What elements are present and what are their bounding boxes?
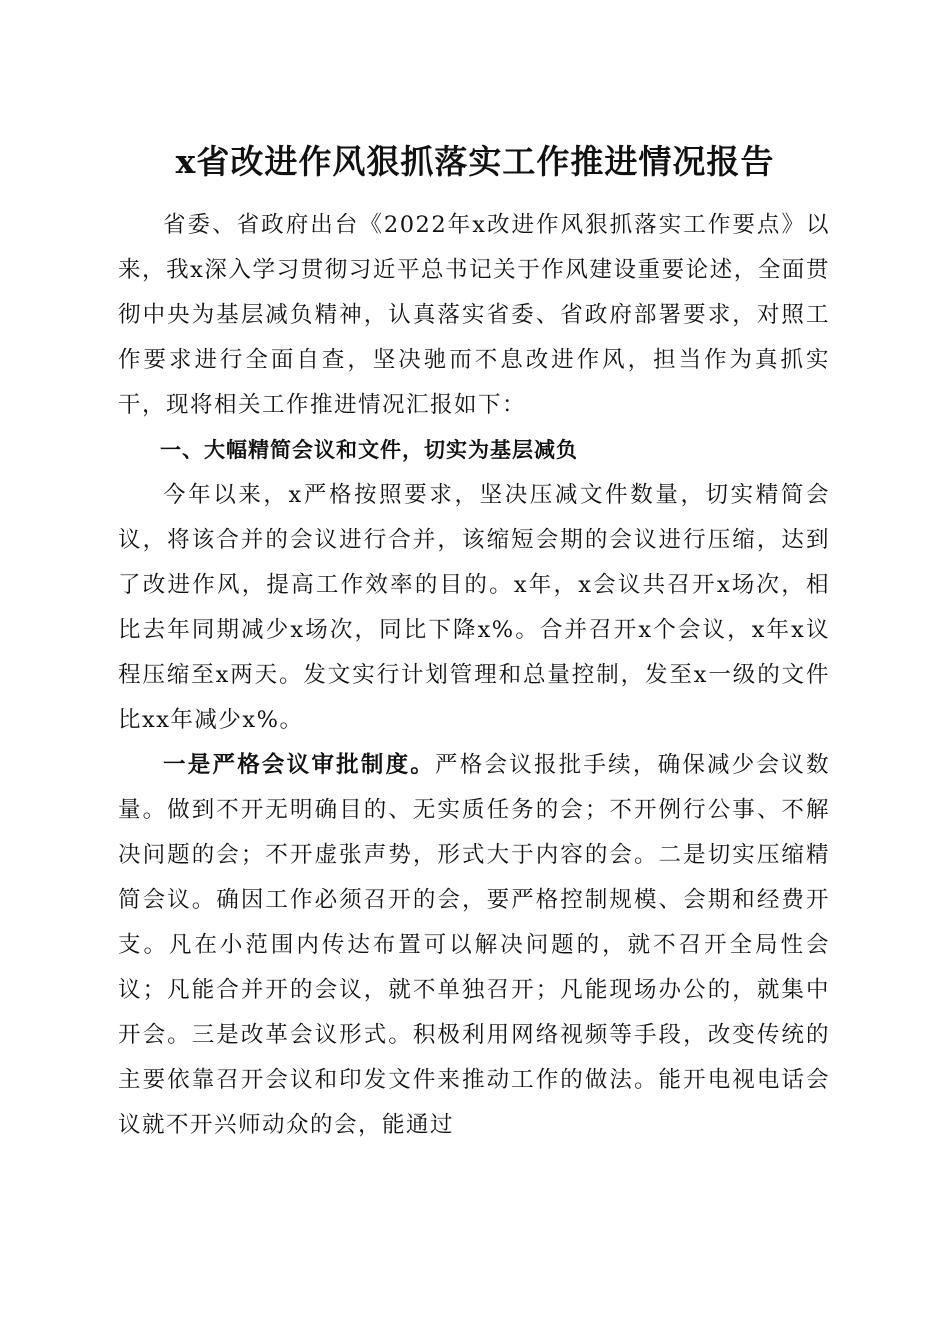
paragraph-text: 严格会议报批手续，确保减少会议数量。做到不开无明确目的、无实质任务的会；不开例行公事、不解决问题的会；不开虚张声势，形式大于内容的会。二是切实压缩精简会议。确因工作必须召开的会，要严格控制规模、会期和经费开支。凡在小范围内传达布置可以解决问题的，就不召开全局性会议；凡能合并开的会议，就不单独召开；凡能现场办公的，就集中开会。三是改革会议形式。积极利用网络视频等手段，改变传统的主要依靠召开会议和印发文件来推动工作的做法。能开电视电话会议就不开兴师动众的会，能通过 xyxy=(118,752,830,1138)
paragraph-lead: 一是严格会议审批制度。 xyxy=(163,752,436,778)
intro-paragraph xyxy=(118,203,830,428)
paragraph-text: 今年以来，x严格按照要求，坚决压减文件数量，切实精简会议，将该合并的会议进行合并，该缩短会期的会议进行压缩，达到了改进作风，提高工作效率的目的。x年，x会议共召开x场次，相比去年同期减少x场次，同比下降x%。合并召开x个会议，x年x议程压缩至x两天。发文实行计划管理和总量控制，发至x一级的文件比xx年减少x%。 xyxy=(118,482,830,733)
paragraph-text: 省委、省政府出台《2022年x改进作风狠抓落实工作要点》以来，我x深入学习贯彻习近平总书记关于作风建设重要论述，全面贯彻中央为基层减负精神，认真落实省委、省政府部署要求，对照工作要求进行全面自查，坚决驰而不息改进作风，担当作为真抓实干，现将相关工作推进情况汇报如下： xyxy=(118,212,830,418)
document-body xyxy=(118,203,830,1148)
section-1-paragraph xyxy=(118,473,830,743)
section-heading-1: 一、大幅精简会议和文件，切实为基层减负 xyxy=(160,438,578,462)
measures-paragraph xyxy=(118,743,830,1148)
document-title: x省改进作风狠抓落实工作推进情况报告 xyxy=(175,142,775,181)
